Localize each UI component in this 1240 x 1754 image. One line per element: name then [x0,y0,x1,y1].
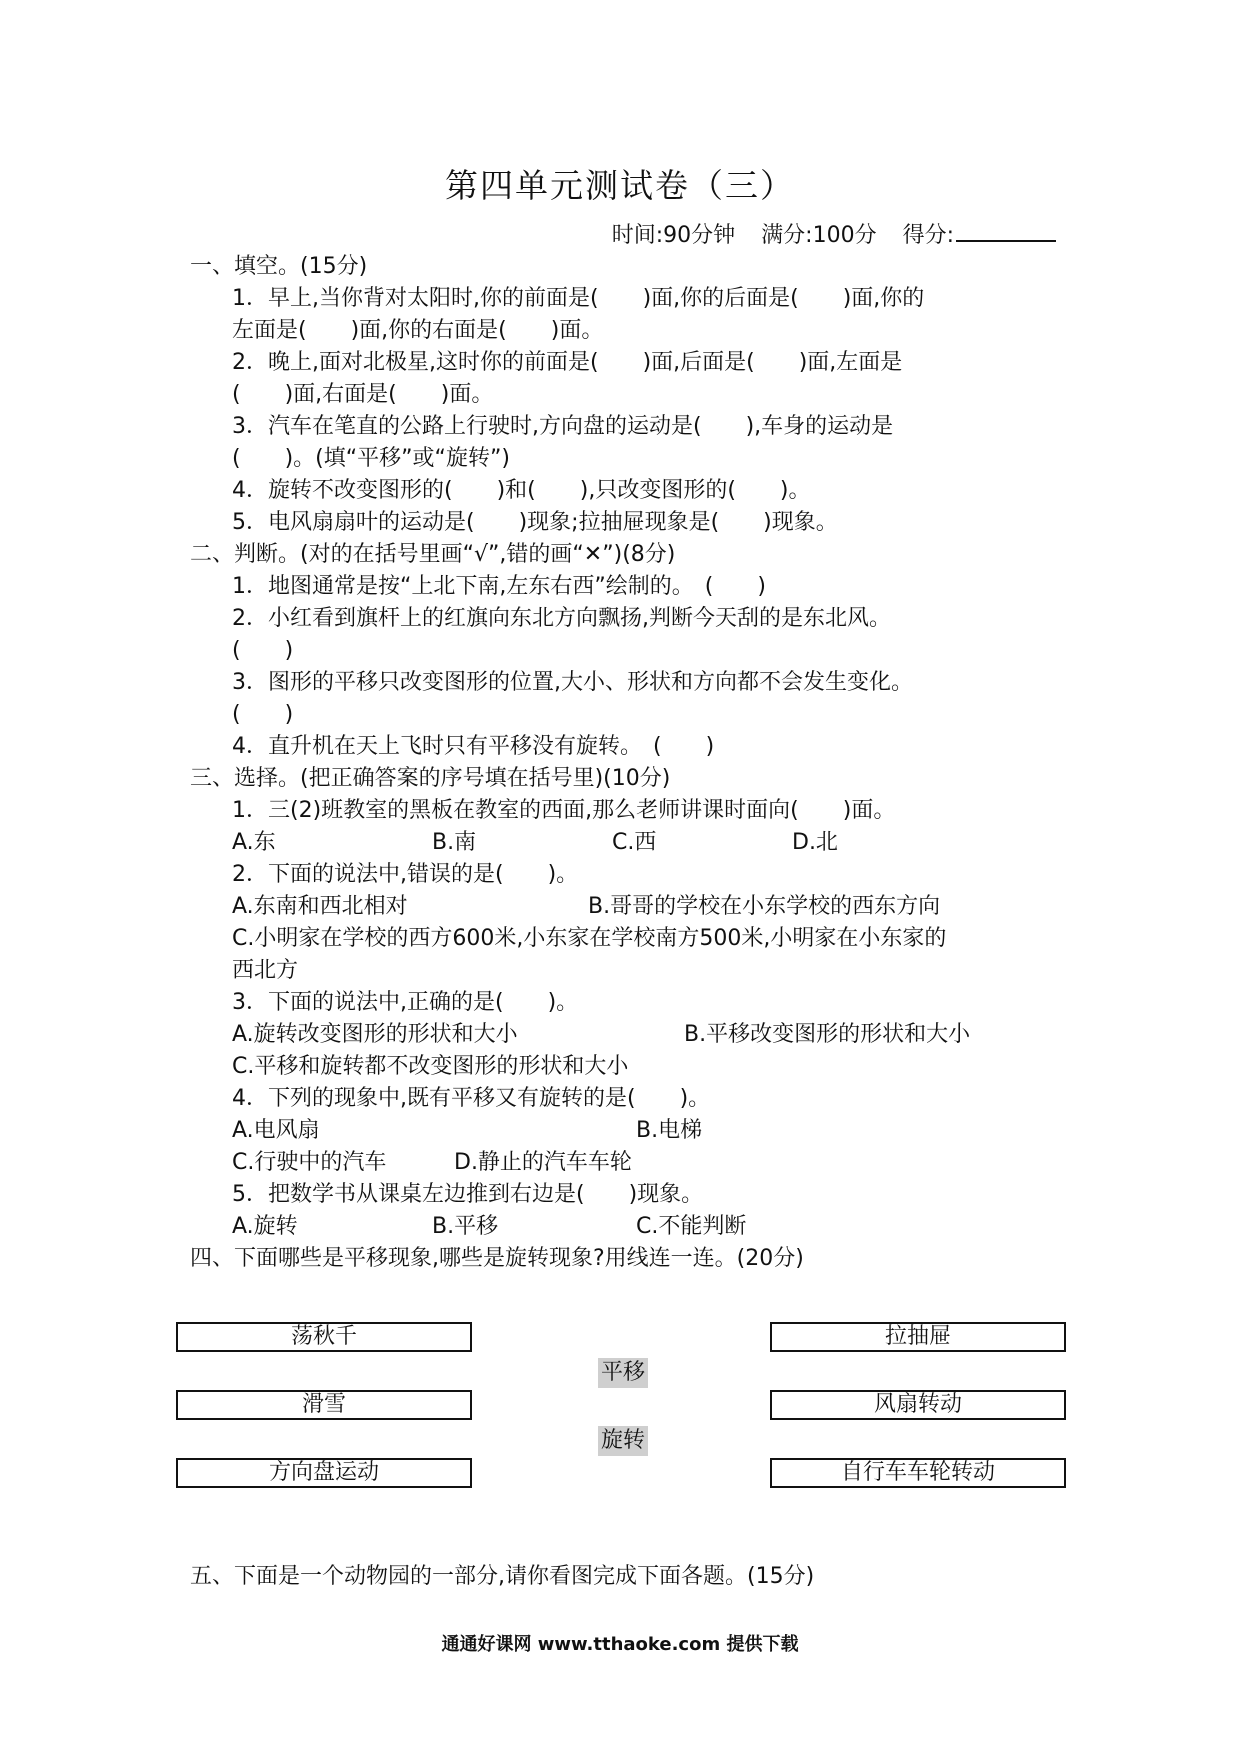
s3-q5: 5．把数学书从课桌左边推到右边是( )现象。 [232,1182,704,1207]
score-label: 得分: [902,223,954,248]
match-right-item[interactable]: 自行车车轮转动 [770,1458,1066,1488]
s2-q3-line1: 3．图形的平移只改变图形的位置,大小、形状和方向都不会发生变化。 [232,670,913,695]
s3-q3-option-b: B.平移改变图形的形状和大小 [684,1022,971,1047]
s1-q2-line2: ( )面,右面是( )面。 [232,382,494,407]
s3-q2-option-c-line1: C.小明家在学校的西方600米,小东家在学校南方500米,小明家在小东家的 [232,926,947,951]
s3-q1-option: B.南 [432,830,477,855]
match-center-translation[interactable]: 平移 [598,1358,648,1388]
s1-q1-line2: 左面是( )面,你的右面是( )面。 [232,318,604,343]
s3-q5-option: C.不能判断 [636,1214,747,1239]
match-left-item[interactable]: 滑雪 [176,1390,472,1420]
s2-q2-line1: 2．小红看到旗杆上的红旗向东北方向飘扬,判断今天刮的是东北风。 [232,606,891,631]
s3-q4-option-c: C.行驶中的汽车 [232,1150,387,1175]
page-title: 第四单元测试卷（三） [445,166,795,205]
match-center-rotation[interactable]: 旋转 [598,1426,648,1456]
exam-meta [612,218,1056,249]
match-right-item[interactable]: 风扇转动 [770,1390,1066,1420]
s3-q3: 3．下面的说法中,正确的是( )。 [232,990,579,1015]
s2-q3-line2: ( ) [232,702,294,727]
s3-q2: 2．下面的说法中,错误的是( )。 [232,862,579,887]
s3-q4: 4．下列的现象中,既有平移又有旋转的是( )。 [232,1086,711,1111]
s1-q3-line1: 3．汽车在笔直的公路上行驶时,方向盘的运动是( ),车身的运动是 [232,414,894,439]
s1-q4: 4．旋转不改变图形的( )和( ),只改变图形的( )。 [232,478,811,503]
s3-q1-option: A.东 [232,830,276,855]
footer-credit: 通通好课网 www.tthaoke.com 提供下载 [441,1634,799,1655]
match-left-item[interactable]: 荡秋千 [176,1322,472,1352]
time-info: 时间:90分钟 [611,223,736,248]
s3-q2-option-a: A.东南和西北相对 [232,894,408,919]
section4-heading: 四、下面哪些是平移现象,哪些是旋转现象?用线连一连。(20分) [190,1246,804,1271]
s3-q3-option-a: A.旋转改变图形的形状和大小 [232,1022,518,1047]
s1-q2-line1: 2．晚上,面对北极星,这时你的前面是( )面,后面是( )面,左面是 [232,350,903,375]
s1-q3-line2: ( )。(填“平移”或“旋转”) [232,446,510,471]
s3-q1-option: D.北 [792,830,838,855]
s2-q1: 1．地图通常是按“上北下南,左东右西”绘制的。 ( ) [232,574,766,599]
section3-heading: 三、选择。(把正确答案的序号填在括号里)(10分) [190,766,671,791]
s1-q1-line1: 1．早上,当你背对太阳时,你的前面是( )面,你的后面是( )面,你的 [232,286,925,311]
s3-q4-option-d: D.静止的汽车车轮 [454,1150,632,1175]
full-score-info: 满分:100分 [761,223,877,248]
s3-q5-option: A.旋转 [232,1214,298,1239]
match-right-item[interactable]: 拉抽屉 [770,1322,1066,1352]
s3-q4-option-b: B.电梯 [636,1118,703,1143]
s3-q2-option-b: B.哥哥的学校在小东学校的西东方向 [588,894,941,919]
s3-q5-option: B.平移 [432,1214,499,1239]
s1-q5: 5．电风扇扇叶的运动是( )现象;拉抽屉现象是( )现象。 [232,510,838,535]
s3-q4-option-a: A.电风扇 [232,1118,320,1143]
s2-q2-line2: ( ) [232,638,294,663]
s3-q2-option-c-line2: 西北方 [232,958,299,983]
s3-q1-option: C.西 [612,830,657,855]
score-field [903,218,1056,249]
s3-q3-option-c: C.平移和旋转都不改变图形的形状和大小 [232,1054,629,1079]
score-blank[interactable] [956,218,1056,242]
section2-heading: 二、判断。(对的在括号里画“√”,错的画“✕”)(8分) [190,542,676,567]
section5-heading: 五、下面是一个动物园的一部分,请你看图完成下面各题。(15分) [190,1564,815,1589]
s2-q4: 4．直升机在天上飞时只有平移没有旋转。 ( ) [232,734,715,759]
s3-q1: 1．三(2)班教室的黑板在教室的西面,那么老师讲课时面向( )面。 [232,798,896,823]
section1-heading: 一、填空。(15分) [190,254,368,279]
match-left-item[interactable]: 方向盘运动 [176,1458,472,1488]
